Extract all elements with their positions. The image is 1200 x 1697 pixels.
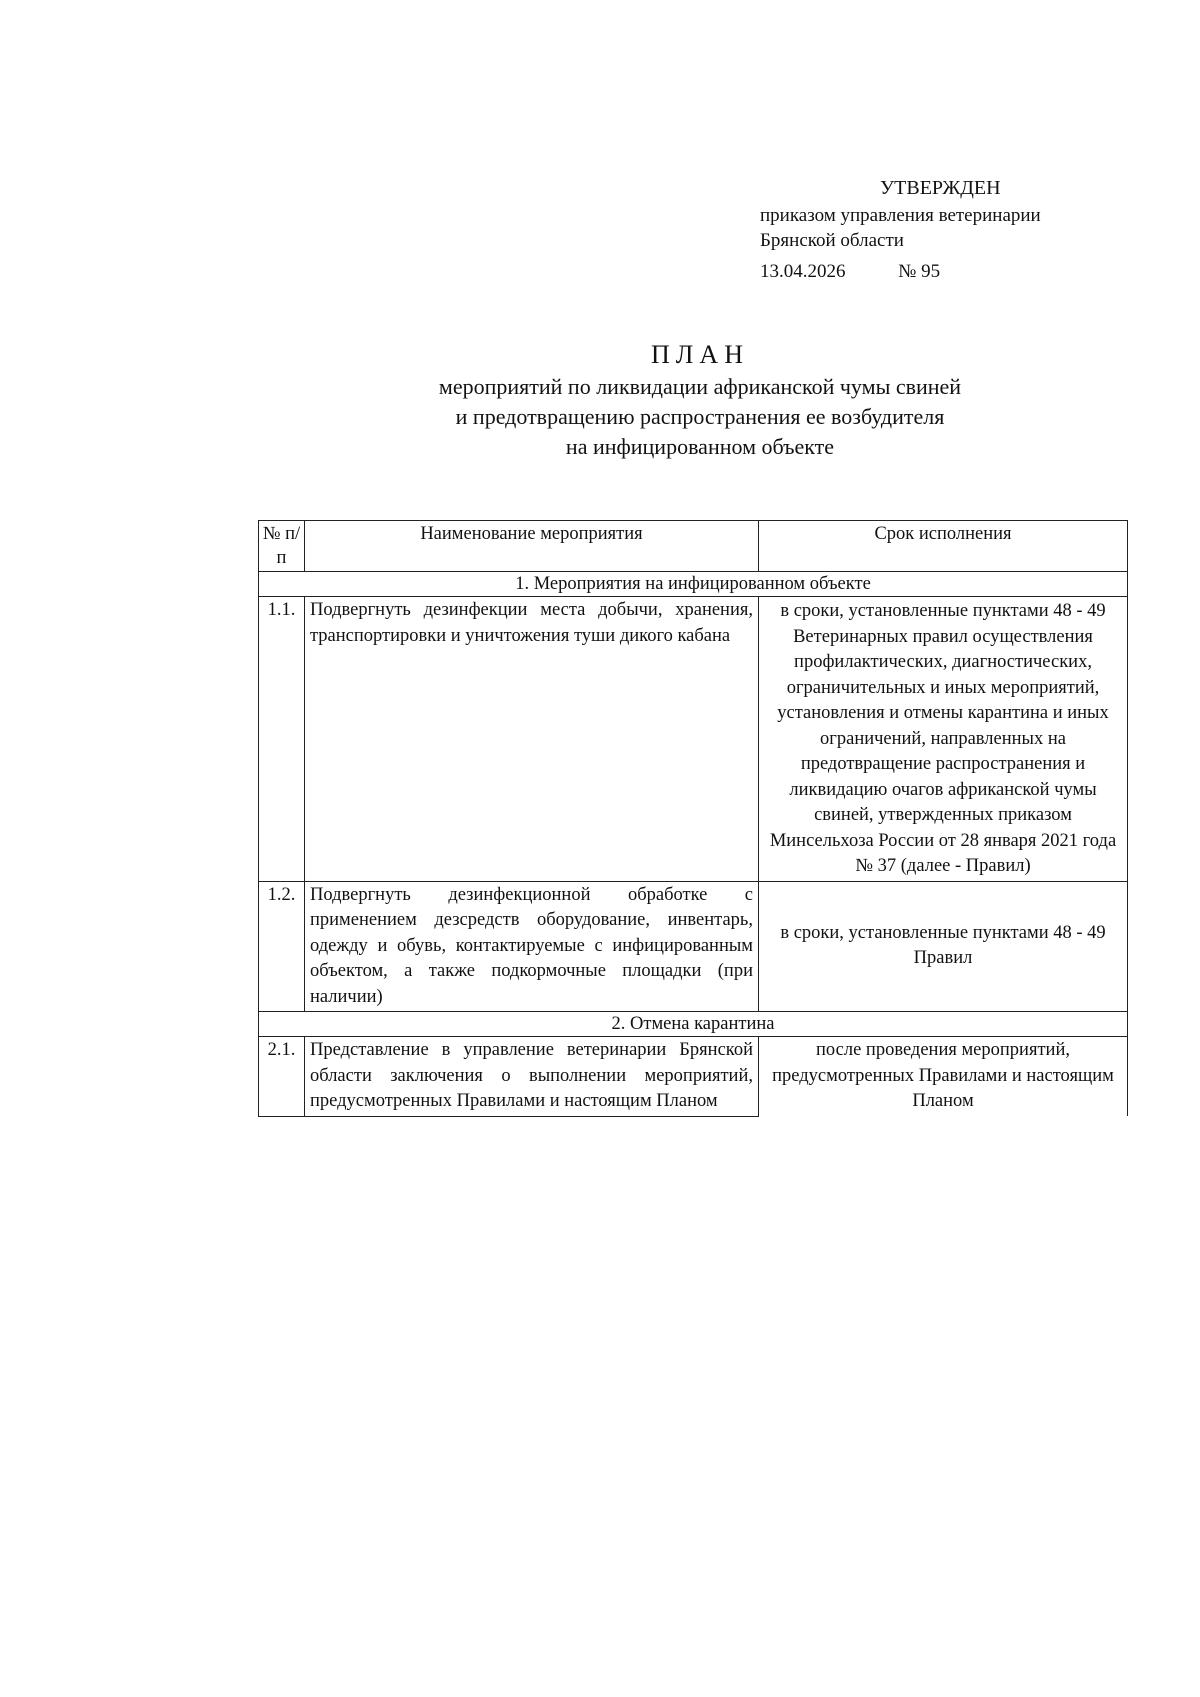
approval-number: № 95	[898, 261, 941, 282]
row-num: 2.1.	[259, 1037, 305, 1117]
document-title	[300, 338, 1100, 462]
row-num: 1.2.	[259, 881, 305, 1012]
header-name: Наименование мероприятия	[305, 521, 759, 572]
title-line-1: мероприятий по ликвидации африканской чумы свиней	[438, 374, 962, 399]
measures-table	[258, 520, 1128, 1117]
approval-line-2: Брянской области	[760, 230, 904, 251]
section-row	[259, 1012, 1128, 1037]
row-term: в сроки, установленные пунктами 48 - 49 Ветеринарных правил осуществления профилактических, диагностических, ограничительных и иных мероприятий, установления и отмены карантина и иных ограничений, направленных на предотвращение распространения и ликвидацию очагов африканской чумы свиней, утвержденных приказом Минсельхоза России от 28 января 2021 года № 37 (далее - Правил)	[759, 597, 1128, 882]
approval-date-row	[760, 259, 1041, 284]
row-name: Представление в управление ветеринарии Брянской области заключения о выполнении мероприятий, предусмотренных Правилами и настоящим Планом	[305, 1037, 759, 1117]
approval-line-1: приказом управления ветеринарии	[760, 205, 1041, 226]
row-term: в сроки, установленные пунктами 48 - 49 Правил	[759, 881, 1128, 1012]
row-num: 1.1.	[259, 597, 305, 882]
table-row	[259, 881, 1128, 1012]
table-row	[259, 597, 1128, 882]
title-plan: ПЛАН	[651, 340, 749, 369]
header-term: Срок исполнения	[759, 521, 1128, 572]
approval-heading: УТВЕРЖДЕН	[880, 177, 1001, 199]
header-num: № п/п	[259, 521, 305, 572]
table-header-row	[259, 521, 1128, 572]
section-title-1: 1. Мероприятия на инфицированном объекте	[259, 572, 1128, 597]
approval-date: 13.04.2026	[760, 261, 846, 282]
title-line-3: на инфицированном объекте	[565, 434, 835, 459]
section-title-2: 2. Отмена карантина	[259, 1012, 1128, 1037]
row-term: после проведения мероприятий, предусмотренных Правилами и настоящим Планом	[759, 1037, 1128, 1117]
row-name: Подвергнуть дезинфекционной обработке с применением дезсредств оборудование, инвентарь, одежду и обувь, контактируемые с инфицированным объектом, а также подкормочные площадки (при наличии)	[305, 881, 759, 1012]
approval-stamp	[760, 176, 1041, 284]
section-row	[259, 572, 1128, 597]
table-row	[259, 1037, 1128, 1117]
row-name: Подвергнуть дезинфекции места добычи, хранения, транспортировки и уничтожения туши дикого кабана	[305, 597, 759, 882]
title-line-2: и предотвращению распространения ее возбудителя	[455, 404, 945, 429]
